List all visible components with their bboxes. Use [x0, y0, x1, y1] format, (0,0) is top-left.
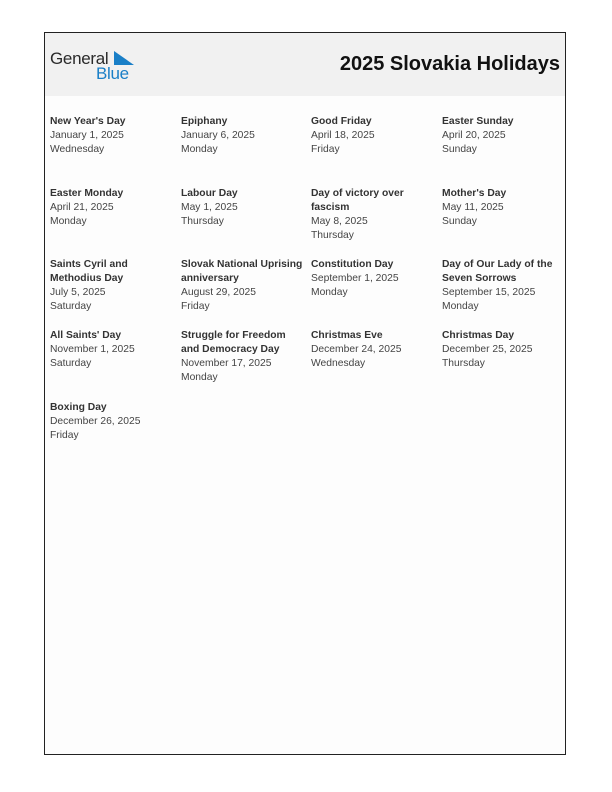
- page-title: 2025 Slovakia Holidays: [339, 53, 560, 75]
- holiday-date: November 17, 2025: [181, 358, 272, 369]
- holiday-name: Easter Monday: [50, 188, 124, 199]
- holiday-item: [442, 329, 566, 371]
- holiday-weekday: Thursday: [442, 358, 485, 369]
- logo-triangle-icon: [114, 51, 134, 65]
- holiday-date: April 18, 2025: [311, 130, 375, 141]
- holiday-date: May 1, 2025: [181, 202, 238, 213]
- logo: [50, 49, 140, 83]
- holiday-date: December 25, 2025: [442, 344, 533, 355]
- holiday-item: [311, 115, 435, 157]
- holiday-weekday: Sunday: [442, 144, 477, 155]
- holiday-item: [311, 187, 435, 243]
- holiday-name: Easter Sunday: [442, 116, 514, 127]
- holiday-name: Struggle for Freedom and Democracy Day: [181, 330, 286, 355]
- holiday-name: New Year's Day: [50, 116, 126, 127]
- holiday-weekday: Friday: [50, 430, 79, 441]
- holiday-weekday: Sunday: [442, 216, 477, 227]
- holiday-weekday: Thursday: [311, 230, 354, 241]
- holiday-weekday: Wednesday: [311, 358, 366, 369]
- holiday-weekday: Wednesday: [50, 144, 105, 155]
- holiday-date: May 11, 2025: [442, 202, 504, 213]
- holiday-item: [50, 329, 174, 371]
- logo-text-blue: Blue: [96, 64, 129, 83]
- holiday-name: Mother's Day: [442, 188, 507, 199]
- holiday-name: Constitution Day: [311, 259, 394, 270]
- page-frame: [44, 32, 566, 755]
- holiday-item: [50, 401, 174, 443]
- holiday-item: [50, 187, 174, 229]
- holiday-date: April 21, 2025: [50, 202, 114, 213]
- holiday-name: Day of victory over fascism: [311, 188, 404, 213]
- holiday-date: January 1, 2025: [50, 130, 124, 141]
- holiday-name: Saints Cyril and Methodius Day: [50, 259, 128, 284]
- holiday-name: Christmas Day: [442, 330, 515, 341]
- holiday-date: December 24, 2025: [311, 344, 402, 355]
- holiday-weekday: Monday: [50, 216, 87, 227]
- holiday-date: July 5, 2025: [50, 287, 106, 298]
- holiday-weekday: Monday: [181, 144, 218, 155]
- holiday-item: [181, 329, 305, 385]
- holiday-name: Boxing Day: [50, 402, 107, 413]
- holiday-date: December 26, 2025: [50, 416, 141, 427]
- holiday-date: September 1, 2025: [311, 273, 399, 284]
- holiday-item: [50, 115, 174, 157]
- holiday-weekday: Monday: [181, 372, 218, 383]
- holiday-date: January 6, 2025: [181, 130, 255, 141]
- holiday-name: Slovak National Uprising anniversary: [181, 259, 303, 284]
- holiday-item: [442, 115, 566, 157]
- holiday-item: [181, 258, 305, 314]
- holiday-weekday: Saturday: [50, 358, 92, 369]
- holiday-name: Day of Our Lady of the Seven Sorrows: [442, 259, 553, 284]
- holiday-date: November 1, 2025: [50, 344, 135, 355]
- holiday-weekday: Monday: [311, 287, 348, 298]
- holiday-weekday: Friday: [311, 144, 340, 155]
- header: [45, 33, 565, 96]
- holiday-item: [50, 258, 174, 314]
- holiday-item: [442, 258, 566, 314]
- holiday-date: September 15, 2025: [442, 287, 536, 298]
- holiday-name: Good Friday: [311, 116, 372, 127]
- holiday-date: August 29, 2025: [181, 287, 256, 298]
- holiday-item: [311, 258, 435, 300]
- holiday-name: Labour Day: [181, 188, 238, 199]
- holiday-name: Epiphany: [181, 116, 228, 127]
- holiday-item: [181, 187, 305, 229]
- holiday-item: [311, 329, 435, 371]
- holiday-name: All Saints' Day: [50, 330, 122, 341]
- holiday-item: [181, 115, 305, 157]
- holiday-weekday: Thursday: [181, 216, 224, 227]
- holiday-date: April 20, 2025: [442, 130, 506, 141]
- holiday-item: [442, 187, 566, 229]
- holiday-date: May 8, 2025: [311, 216, 368, 227]
- holiday-weekday: Saturday: [50, 301, 92, 312]
- logo-text-general: General: [50, 49, 109, 68]
- holiday-weekday: Monday: [442, 301, 479, 312]
- holiday-weekday: Friday: [181, 301, 210, 312]
- holiday-name: Christmas Eve: [311, 330, 383, 341]
